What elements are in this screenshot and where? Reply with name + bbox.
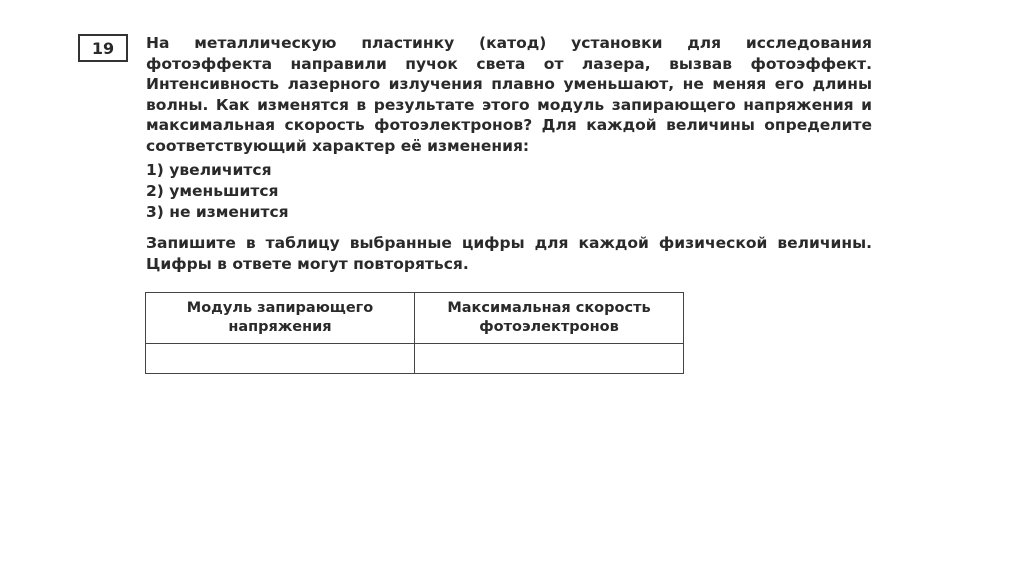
answer-table [145, 292, 684, 374]
option-item: 2) уменьшится [146, 182, 279, 200]
answer-table-header-row [146, 293, 684, 344]
answer-cell-stopping-voltage[interactable] [146, 344, 415, 374]
answer-cell-max-velocity[interactable] [415, 344, 684, 374]
option-item: 1) увеличится [146, 161, 272, 179]
option-item: 3) не изменится [146, 203, 289, 221]
answer-table-input-row [146, 344, 684, 374]
question-number: 19 [78, 34, 128, 62]
header-max-velocity: Максимальная скорость фотоэлектронов [415, 293, 684, 344]
header-stopping-voltage: Модуль запирающего напряжения [146, 293, 415, 344]
answer-options [146, 160, 289, 223]
answer-instruction: Запишите в таблицу выбранные цифры для каждой физической величины. Цифры в ответе могут повторяться. [146, 234, 872, 273]
question-text: На металлическую пластинку (катод) установки для исследования фотоэффекта направили пучок света от лазера, вызвав фотоэффект. Интенсивность лазерного излучения плавно уменьшают, не меняя его длины волны. Как изменятся в результате этого модуль запирающего напряжения и максимальная скорость фотоэлектронов? Для каждой величины определите соответствующий характер её изменения: [146, 34, 872, 155]
